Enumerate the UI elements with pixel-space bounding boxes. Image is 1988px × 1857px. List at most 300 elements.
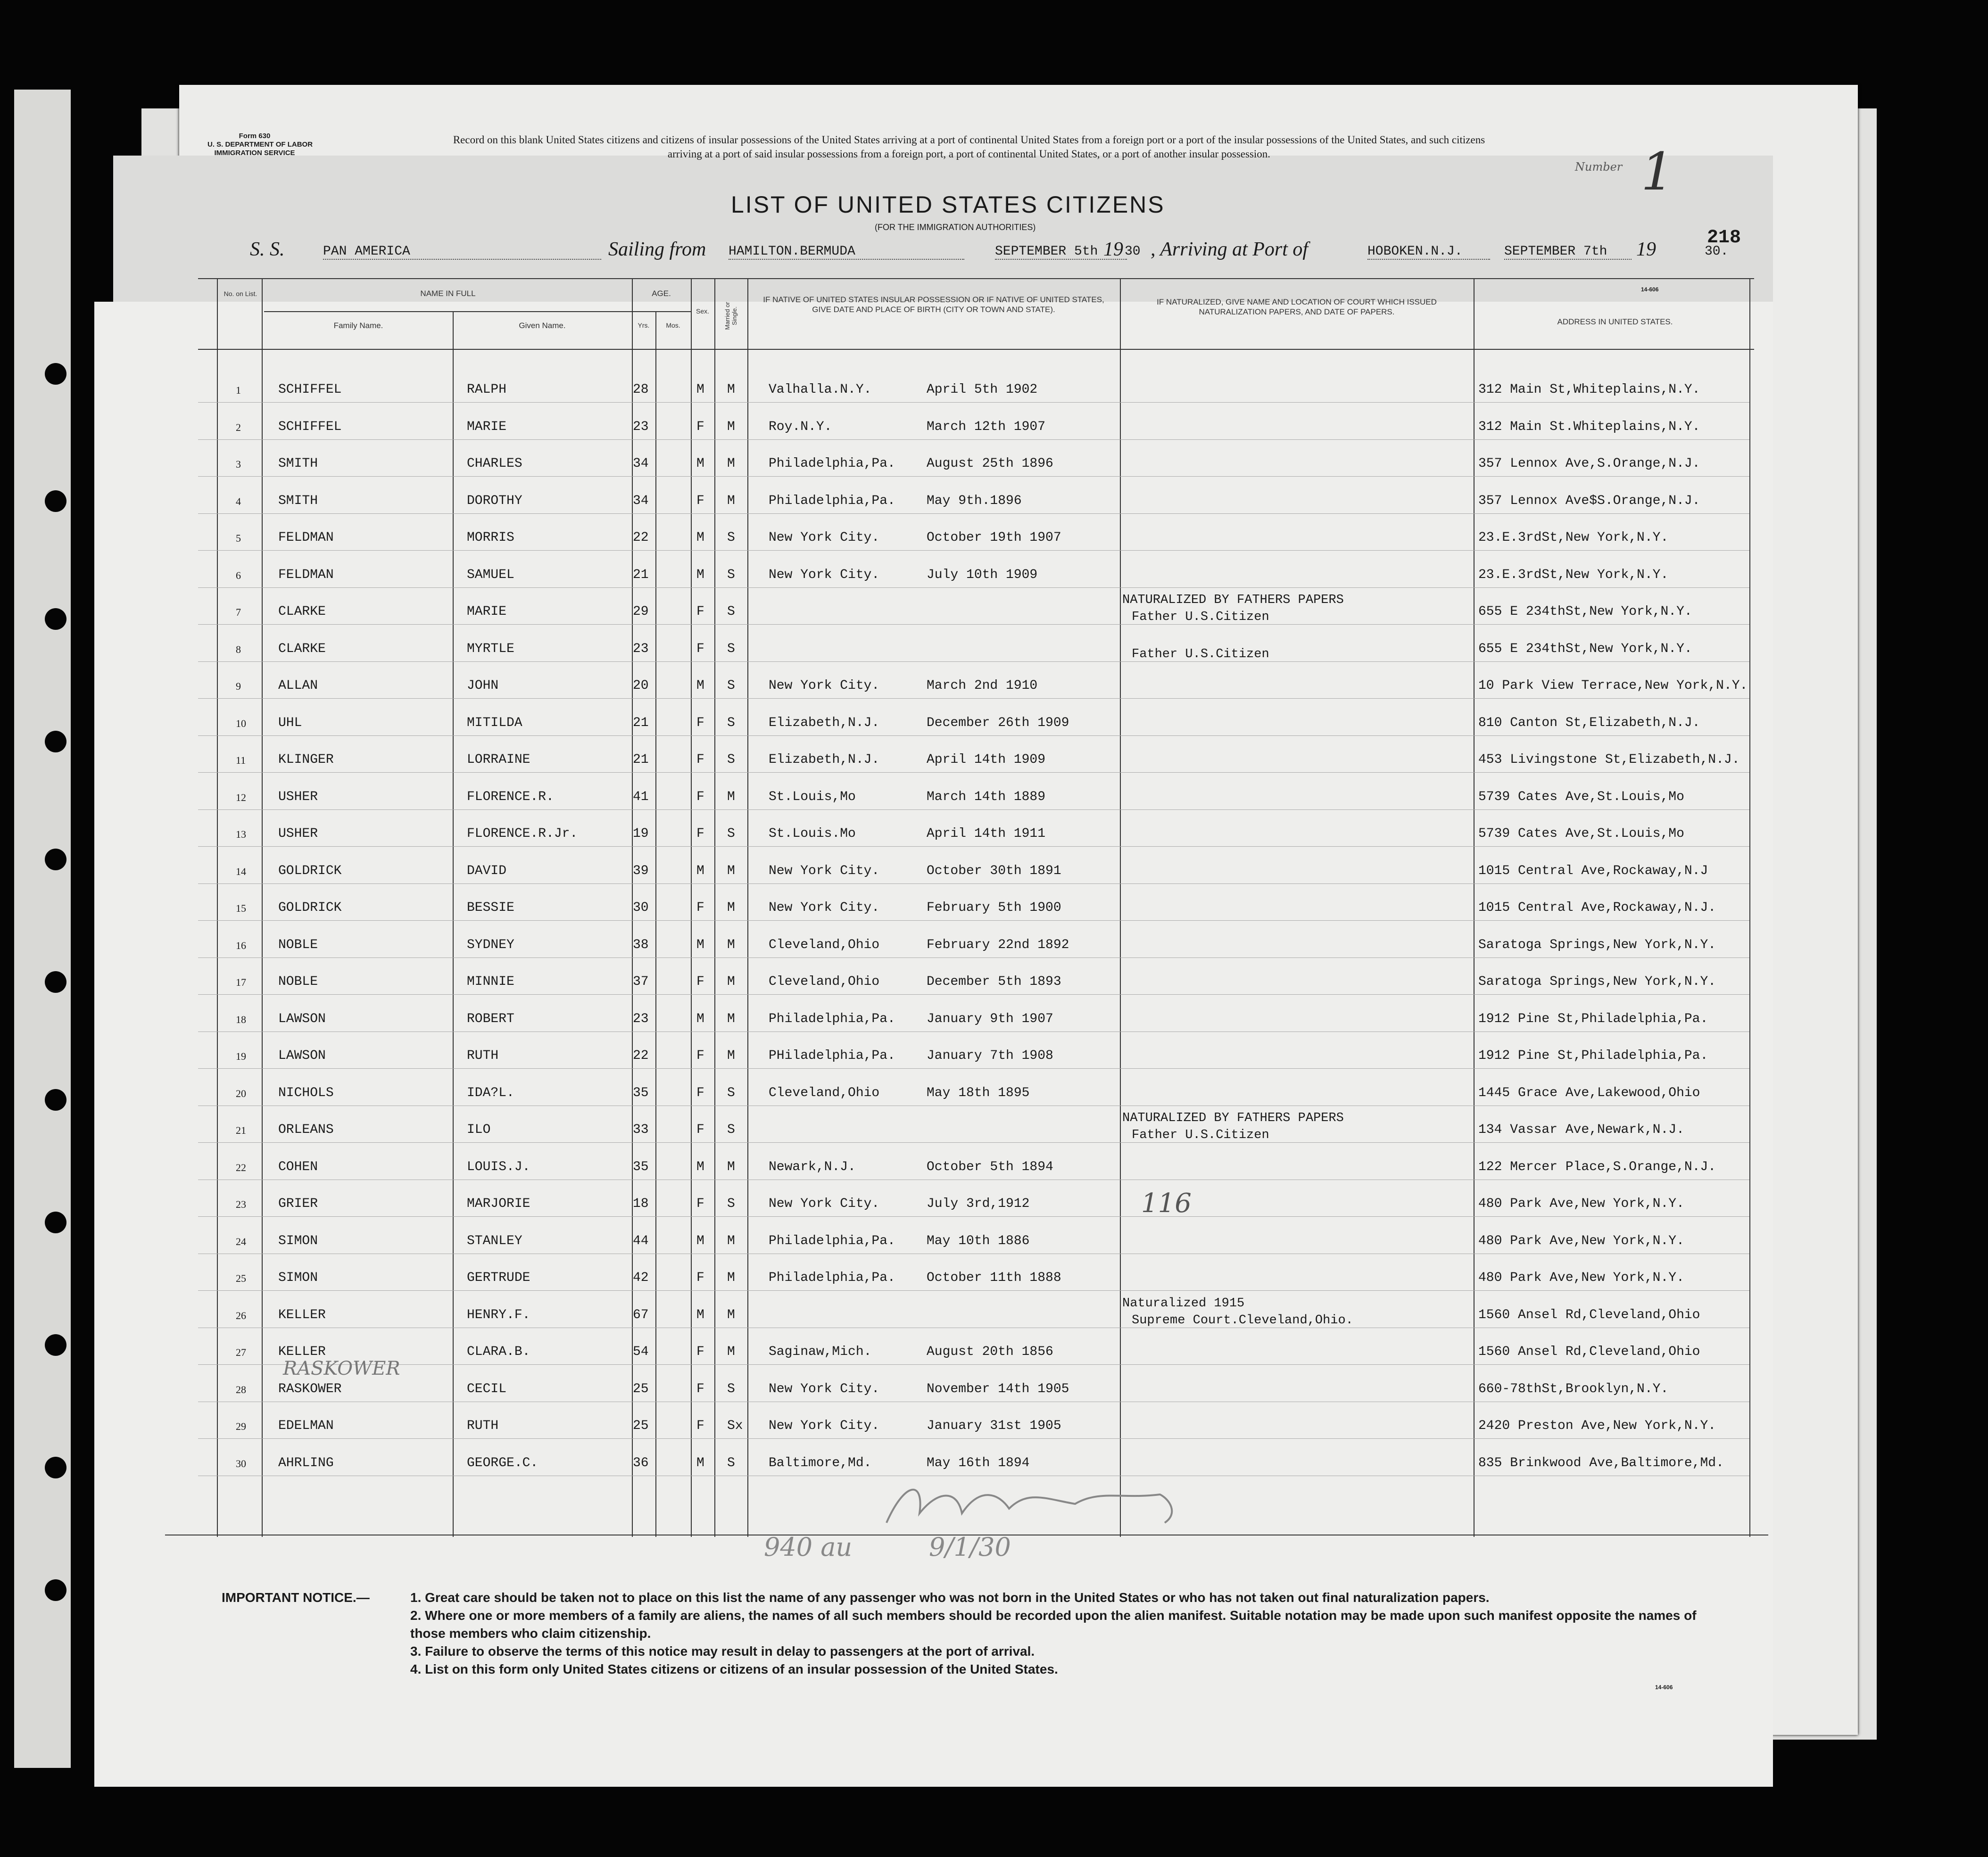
row-number: 15 bbox=[236, 902, 246, 914]
marital-status: M bbox=[727, 493, 735, 508]
given-name: IDA?L. bbox=[467, 1085, 514, 1100]
birth-date: March 2nd 1910 bbox=[927, 678, 1038, 693]
sex: F bbox=[696, 604, 704, 619]
row-number: 25 bbox=[236, 1272, 246, 1284]
binder-hole-icon bbox=[45, 1334, 66, 1356]
page-title: LIST OF UNITED STATES CITIZENS bbox=[731, 191, 1165, 218]
form-id-block bbox=[207, 132, 313, 157]
row-rule bbox=[198, 994, 1749, 995]
given-name: SAMUEL bbox=[467, 567, 514, 582]
family-name: KLINGER bbox=[278, 752, 334, 767]
family-name: USHER bbox=[278, 789, 318, 804]
given-name: SYDNEY bbox=[467, 937, 514, 952]
binder-hole-icon bbox=[45, 490, 66, 512]
family-name: GOLDRICK bbox=[278, 900, 342, 915]
given-name: RALPH bbox=[467, 382, 507, 397]
binder-hole-icon bbox=[45, 1212, 66, 1233]
given-name: MARJORIE bbox=[467, 1197, 530, 1211]
address: 1445 Grace Ave,Lakewood,Ohio bbox=[1478, 1085, 1700, 1100]
given-name: STANLEY bbox=[467, 1233, 522, 1248]
arrival-port: HOBOKEN.N.J. bbox=[1367, 244, 1490, 260]
notice-item: 2. Where one or more members of a family are aliens, the names of all such members should be recorded upon the alien manifest. Suitable notation may be made upon such manifest opposite the names of those members who claim citizenship. bbox=[410, 1608, 1697, 1641]
row-number: 8 bbox=[236, 643, 241, 655]
birth-date: August 25th 1896 bbox=[927, 456, 1053, 471]
row-number: 5 bbox=[236, 532, 241, 544]
address: 357 Lennox Ave$S.Orange,N.J. bbox=[1478, 493, 1700, 508]
binder-hole-icon bbox=[45, 849, 66, 870]
row-rule bbox=[198, 772, 1749, 773]
address: 357 Lennox Ave,S.Orange,N.J. bbox=[1478, 456, 1700, 471]
marital-status: M bbox=[727, 937, 735, 952]
given-name: CHARLES bbox=[467, 456, 522, 471]
arriving-label: , Arriving at Port of bbox=[1151, 239, 1309, 260]
given-name: CLARA.B. bbox=[467, 1345, 530, 1359]
sex: M bbox=[696, 863, 704, 878]
row-number: 27 bbox=[236, 1346, 246, 1358]
family-name: ALLAN bbox=[278, 678, 318, 693]
arrival-date: SEPTEMBER 7th bbox=[1504, 244, 1632, 260]
birth-place: New York City. bbox=[769, 530, 880, 545]
binder-hole-icon bbox=[45, 1457, 66, 1478]
birth-date: July 3rd,1912 bbox=[927, 1197, 1030, 1211]
marital-status: S bbox=[727, 604, 735, 619]
birth-date: January 31st 1905 bbox=[927, 1419, 1061, 1433]
sex: M bbox=[696, 1233, 704, 1248]
address: 810 Canton St,Elizabeth,N.J. bbox=[1478, 715, 1700, 730]
address: Saratoga Springs,New York,N.Y. bbox=[1478, 937, 1716, 952]
naturalization-line-2: Father U.S.Citizen bbox=[1132, 1128, 1269, 1142]
row-number: 26 bbox=[236, 1309, 246, 1321]
sex: M bbox=[696, 1159, 704, 1174]
form-number: Form 630 bbox=[239, 132, 271, 140]
table-header-border bbox=[198, 349, 1754, 350]
marital-status: S bbox=[727, 1122, 735, 1137]
sailing-from: HAMILTON.BERMUDA bbox=[729, 244, 964, 260]
marital-status: S bbox=[727, 1381, 735, 1396]
given-name: MITILDA bbox=[467, 715, 522, 730]
given-name: MINNIE bbox=[467, 974, 514, 989]
row-number: 19 bbox=[236, 1050, 246, 1062]
age-years: 23 bbox=[633, 419, 649, 434]
marital-status: M bbox=[727, 1159, 735, 1174]
given-name: MORRIS bbox=[467, 530, 514, 545]
sailing-label: Sailing from bbox=[608, 239, 706, 260]
birth-date: May 9th.1896 bbox=[927, 493, 1022, 508]
marital-status: M bbox=[727, 900, 735, 915]
row-number: 13 bbox=[236, 828, 246, 840]
given-name: GEORGE.C. bbox=[467, 1455, 538, 1470]
row-number: 11 bbox=[236, 754, 246, 766]
address: 655 E 234thSt,New York,N.Y. bbox=[1478, 604, 1692, 619]
row-rule bbox=[198, 624, 1749, 625]
row-rule bbox=[198, 735, 1749, 736]
row-rule bbox=[198, 476, 1749, 477]
notice-code: 14-606 bbox=[1655, 1684, 1673, 1691]
birth-place: New York City. bbox=[769, 900, 880, 915]
address: 660-78thSt,Brooklyn,N.Y. bbox=[1478, 1381, 1669, 1396]
binder-hole-icon bbox=[45, 608, 66, 630]
marital-status: S bbox=[727, 1197, 735, 1211]
arrival-year-prefix: 19 bbox=[1636, 239, 1656, 260]
marital-status: S bbox=[727, 826, 735, 841]
birth-date: January 9th 1907 bbox=[927, 1011, 1053, 1026]
marital-status: M bbox=[727, 789, 735, 804]
birth-place: Philadelphia,Pa. bbox=[769, 456, 895, 471]
age-years: 23 bbox=[633, 1011, 649, 1026]
given-name: BESSIE bbox=[467, 900, 514, 915]
row-number: 6 bbox=[236, 569, 241, 581]
marital-status: M bbox=[727, 974, 735, 989]
address: 1015 Central Ave,Rockaway,N.J bbox=[1478, 863, 1708, 878]
sex: M bbox=[696, 530, 704, 545]
birth-date: April 14th 1909 bbox=[927, 752, 1046, 767]
row-number: 30 bbox=[236, 1457, 246, 1469]
handwritten-note: 940 au bbox=[764, 1532, 853, 1562]
form-instructions: Record on this blank United States citizens and citizens of insular possessions of the United States arriving at a port of continental United States from a foreign port or a port of the insular possessions of the United States, and such citizens arriving at a port of said insular possessions from a foreign port, a port of continental United States, or a port of another insular possession. bbox=[453, 134, 1485, 160]
service: IMMIGRATION SERVICE bbox=[214, 149, 295, 157]
col-divider bbox=[655, 311, 656, 1537]
sex: M bbox=[696, 382, 704, 397]
notice-item: 1. Great care should be taken not to place on this list the name of any passenger who was not born in the United States or who has not taken out final naturalization papers. bbox=[410, 1590, 1490, 1605]
naturalization-line-1: NATURALIZED BY FATHERS PAPERS bbox=[1122, 1111, 1344, 1125]
birth-place: New York City. bbox=[769, 1381, 880, 1396]
family-name: SMITH bbox=[278, 456, 318, 471]
row-number: 18 bbox=[236, 1013, 246, 1025]
sex: F bbox=[696, 1122, 704, 1137]
header-name-in-full: NAME IN FULL bbox=[420, 289, 476, 298]
age-years: 35 bbox=[633, 1159, 649, 1174]
family-name: KELLER bbox=[278, 1307, 326, 1322]
address: 5739 Cates Ave,St.Louis,Mo bbox=[1478, 789, 1684, 804]
sex: F bbox=[696, 1048, 704, 1063]
address: 1912 Pine St,Philadelphia,Pa. bbox=[1478, 1011, 1708, 1026]
sex: F bbox=[696, 1381, 704, 1396]
col-divider bbox=[691, 278, 692, 1537]
age-years: 22 bbox=[633, 530, 649, 545]
age-years: 41 bbox=[633, 789, 649, 804]
birth-date: December 26th 1909 bbox=[927, 715, 1069, 730]
birth-date: February 5th 1900 bbox=[927, 900, 1061, 915]
sex: F bbox=[696, 900, 704, 915]
given-name: RUTH bbox=[467, 1419, 499, 1433]
given-name: ILO bbox=[467, 1122, 491, 1137]
marital-status: M bbox=[727, 863, 735, 878]
header-naturalized: IF NATURALIZED, GIVE NAME AND LOCATION OF COURT WHICH ISSUED NATURALIZATION PAPERS, AND DATE OF PAPERS. bbox=[1157, 297, 1437, 316]
address: 453 Livingstone St,Elizabeth,N.J. bbox=[1478, 752, 1740, 767]
sex: F bbox=[696, 1345, 704, 1359]
row-number: 10 bbox=[236, 717, 246, 729]
row-rule bbox=[198, 513, 1749, 514]
birth-date: October 19th 1907 bbox=[927, 530, 1061, 545]
sex: M bbox=[696, 937, 704, 952]
age-years: 23 bbox=[633, 641, 649, 656]
given-name: DOROTHY bbox=[467, 493, 522, 508]
age-years: 25 bbox=[633, 1419, 649, 1433]
marital-status: S bbox=[727, 567, 735, 582]
family-name: SIMON bbox=[278, 1233, 318, 1248]
family-name: KELLER bbox=[278, 1345, 326, 1359]
row-number: 23 bbox=[236, 1198, 246, 1210]
marital-status: S bbox=[727, 715, 735, 730]
notice-item: 4. List on this form only United States citizens or citizens of an insular possession of the United States. bbox=[410, 1662, 1058, 1676]
address: 1015 Central Ave,Rockaway,N.J. bbox=[1478, 900, 1716, 915]
address: 23.E.3rdSt,New York,N.Y. bbox=[1478, 567, 1669, 582]
birth-date: April 5th 1902 bbox=[927, 382, 1038, 397]
given-name: HENRY.F. bbox=[467, 1307, 530, 1322]
col-divider bbox=[453, 311, 454, 1537]
given-name: MARIE bbox=[467, 419, 507, 434]
header-no: No. on List. bbox=[224, 290, 257, 297]
family-name: GRIER bbox=[278, 1197, 318, 1211]
ss-label: S. S. bbox=[250, 239, 285, 260]
age-years: 19 bbox=[633, 826, 649, 841]
sex: M bbox=[696, 678, 704, 693]
marital-status: M bbox=[727, 1271, 735, 1285]
marital-status: M bbox=[727, 1307, 735, 1322]
sex: F bbox=[696, 1419, 704, 1433]
row-rule bbox=[198, 698, 1749, 699]
given-name: MYRTLE bbox=[467, 641, 514, 656]
birth-place: Philadelphia,Pa. bbox=[769, 1011, 895, 1026]
age-years: 35 bbox=[633, 1085, 649, 1100]
family-name: ORLEANS bbox=[278, 1122, 334, 1137]
small-code: 14-606 bbox=[1641, 286, 1659, 293]
sex: M bbox=[696, 1307, 704, 1322]
birth-date: February 22nd 1892 bbox=[927, 937, 1069, 952]
notice-label: IMPORTANT NOTICE.— bbox=[222, 1590, 370, 1605]
row-number: 14 bbox=[236, 865, 246, 877]
age-years: 39 bbox=[633, 863, 649, 878]
handwritten-note: RASKOWER bbox=[283, 1358, 400, 1379]
birth-place: Valhalla.N.Y. bbox=[769, 382, 872, 397]
row-rule bbox=[198, 439, 1749, 440]
address: 312 Main St.Whiteplains,N.Y. bbox=[1478, 419, 1700, 434]
marital-status: M bbox=[727, 1233, 735, 1248]
address: 655 E 234thSt,New York,N.Y. bbox=[1478, 641, 1692, 656]
birth-place: Cleveland,Ohio bbox=[769, 1085, 880, 1100]
age-years: 33 bbox=[633, 1122, 649, 1137]
birth-place: New York City. bbox=[769, 1197, 880, 1211]
header-mos: Mos. bbox=[666, 322, 680, 329]
row-rule bbox=[198, 846, 1749, 847]
binder-hole-icon bbox=[45, 1579, 66, 1601]
age-years: 18 bbox=[633, 1197, 649, 1211]
row-rule bbox=[198, 550, 1749, 551]
family-name: RASKOWER bbox=[278, 1381, 342, 1396]
row-number: 22 bbox=[236, 1161, 246, 1173]
birth-place: St.Louis,Mo bbox=[769, 789, 856, 804]
family-name: LAWSON bbox=[278, 1011, 326, 1026]
age-years: 21 bbox=[633, 752, 649, 767]
marital-status: M bbox=[727, 382, 735, 397]
row-rule bbox=[198, 883, 1749, 884]
sex: M bbox=[696, 1455, 704, 1470]
birth-place: New York City. bbox=[769, 1419, 880, 1433]
header-yrs: Yrs. bbox=[638, 322, 650, 329]
row-number: 12 bbox=[236, 791, 246, 803]
row-rule bbox=[198, 661, 1749, 662]
row-number: 3 bbox=[236, 458, 241, 470]
family-name: SCHIFFEL bbox=[278, 382, 342, 397]
age-years: 38 bbox=[633, 937, 649, 952]
header-given-name: Given Name. bbox=[519, 321, 566, 330]
birth-date: April 14th 1911 bbox=[927, 826, 1046, 841]
given-name: LOUIS.J. bbox=[467, 1159, 530, 1174]
family-name: SMITH bbox=[278, 493, 318, 508]
marital-status: S bbox=[727, 678, 735, 693]
form-body bbox=[94, 302, 1773, 1787]
row-number: 17 bbox=[236, 976, 246, 988]
naturalization-line-1: Naturalized 1915 bbox=[1122, 1296, 1245, 1311]
birth-date: March 14th 1889 bbox=[927, 789, 1046, 804]
birth-date: July 10th 1909 bbox=[927, 567, 1038, 582]
handwritten-note: 116 bbox=[1141, 1188, 1192, 1219]
sex: F bbox=[696, 715, 704, 730]
address: 10 Park View Terrace,New York,N.Y. bbox=[1478, 678, 1748, 693]
family-name: COHEN bbox=[278, 1159, 318, 1174]
address: 5739 Cates Ave,St.Louis,Mo bbox=[1478, 826, 1684, 841]
row-number: 16 bbox=[236, 939, 246, 951]
family-name: FELDMAN bbox=[278, 530, 334, 545]
address: 122 Mercer Place,S.Orange,N.J. bbox=[1478, 1159, 1716, 1174]
sailing-year-prefix: 19 bbox=[1103, 239, 1123, 260]
marital-status: S bbox=[727, 1085, 735, 1100]
page-number: 218 bbox=[1707, 227, 1741, 248]
row-number: 2 bbox=[236, 421, 241, 433]
sex: F bbox=[696, 493, 704, 508]
age-years: 22 bbox=[633, 1048, 649, 1063]
birth-date: October 30th 1891 bbox=[927, 863, 1061, 878]
age-years: 34 bbox=[633, 493, 649, 508]
binder-hole-icon bbox=[45, 1089, 66, 1111]
given-name: CECIL bbox=[467, 1381, 507, 1396]
sailing-date: SEPTEMBER 5th bbox=[995, 244, 1127, 260]
birth-date: October 5th 1894 bbox=[927, 1159, 1053, 1174]
row-rule bbox=[198, 1068, 1749, 1069]
naturalization-line-2: Supreme Court.Cleveland,Ohio. bbox=[1132, 1313, 1353, 1328]
row-number: 20 bbox=[236, 1087, 246, 1099]
given-name: RUTH bbox=[467, 1048, 499, 1063]
notice-item: 3. Failure to observe the terms of this notice may result in delay to passengers at the port of arrival. bbox=[410, 1644, 1035, 1659]
row-number: 7 bbox=[236, 606, 241, 618]
naturalization-line-1: NATURALIZED BY FATHERS PAPERS bbox=[1122, 593, 1344, 607]
marital-status: S bbox=[727, 752, 735, 767]
row-number: 24 bbox=[236, 1235, 246, 1247]
address: 1560 Ansel Rd,Cleveland,Ohio bbox=[1478, 1345, 1700, 1359]
sex: F bbox=[696, 789, 704, 804]
birth-place: Baltimore,Md. bbox=[769, 1455, 872, 1470]
family-name: NOBLE bbox=[278, 974, 318, 989]
handwritten-note: 9/1/30 bbox=[929, 1532, 1011, 1562]
birth-place: Saginaw,Mich. bbox=[769, 1345, 872, 1359]
marital-status: M bbox=[727, 419, 735, 434]
family-name: NOBLE bbox=[278, 937, 318, 952]
header-birth: IF NATIVE OF UNITED STATES INSULAR POSSESSION OR IF NATIVE OF UNITED STATES, GIVE DATE AND PLACE OF BIRTH (CITY OR TOWN AND STATE). bbox=[763, 295, 1104, 314]
row-number: 9 bbox=[236, 680, 241, 692]
row-rule bbox=[198, 1438, 1749, 1439]
sailing-year: 30 bbox=[1125, 244, 1141, 259]
given-name: FLORENCE.R. bbox=[467, 789, 554, 804]
address: Saratoga Springs,New York,N.Y. bbox=[1478, 974, 1716, 989]
age-years: 37 bbox=[633, 974, 649, 989]
address: 480 Park Ave,New York,N.Y. bbox=[1478, 1271, 1684, 1285]
age-years: 28 bbox=[633, 382, 649, 397]
sex: F bbox=[696, 419, 704, 434]
age-years: 54 bbox=[633, 1345, 649, 1359]
birth-place: New York City. bbox=[769, 678, 880, 693]
row-rule bbox=[198, 402, 1749, 403]
birth-date: October 11th 1888 bbox=[927, 1271, 1061, 1285]
marital-status: S bbox=[727, 1455, 735, 1470]
sex: M bbox=[696, 1011, 704, 1026]
birth-place: Elizabeth,N.J. bbox=[769, 715, 880, 730]
arrival-year: 30. bbox=[1705, 244, 1729, 259]
binder-hole-icon bbox=[45, 731, 66, 752]
family-name: LAWSON bbox=[278, 1048, 326, 1063]
birth-place: Philadelphia,Pa. bbox=[769, 1271, 895, 1285]
birth-date: December 5th 1893 bbox=[927, 974, 1061, 989]
family-name: USHER bbox=[278, 826, 318, 841]
sex: F bbox=[696, 641, 704, 656]
birth-place: New York City. bbox=[769, 863, 880, 878]
row-number: 4 bbox=[236, 495, 241, 507]
col-divider bbox=[1120, 278, 1121, 1537]
age-years: 67 bbox=[633, 1307, 649, 1322]
birth-date: January 7th 1908 bbox=[927, 1048, 1053, 1063]
sex: F bbox=[696, 974, 704, 989]
given-name: GERTRUDE bbox=[467, 1271, 530, 1285]
birth-place: New York City. bbox=[769, 567, 880, 582]
marital-status: M bbox=[727, 1048, 735, 1063]
number-label: Number bbox=[1575, 160, 1623, 173]
birth-place: Philadelphia,Pa. bbox=[769, 493, 895, 508]
given-name: LORRAINE bbox=[467, 752, 530, 767]
notice-items bbox=[410, 1589, 1731, 1678]
address: 23.E.3rdSt,New York,N.Y. bbox=[1478, 530, 1669, 545]
family-name: FELDMAN bbox=[278, 567, 334, 582]
birth-date: May 10th 1886 bbox=[927, 1233, 1030, 1248]
birth-date: May 16th 1894 bbox=[927, 1455, 1030, 1470]
page-subtitle: (FOR THE IMMIGRATION AUTHORITIES) bbox=[875, 223, 1036, 232]
marital-status: S bbox=[727, 530, 735, 545]
family-name: NICHOLS bbox=[278, 1085, 334, 1100]
sex: M bbox=[696, 567, 704, 582]
header-family-name: Family Name. bbox=[333, 321, 383, 330]
address: 312 Main St,Whiteplains,N.Y. bbox=[1478, 382, 1700, 397]
marital-status: Sx bbox=[727, 1419, 743, 1433]
given-name: FLORENCE.R.Jr. bbox=[467, 826, 578, 841]
birth-place: Roy.N.Y. bbox=[769, 419, 832, 434]
birth-place: St.Louis.Mo bbox=[769, 826, 856, 841]
family-name: AHRLING bbox=[278, 1455, 334, 1470]
age-years: 44 bbox=[633, 1233, 649, 1248]
binder-hole-icon bbox=[45, 363, 66, 385]
row-rule bbox=[198, 1290, 1749, 1291]
birth-place: Elizabeth,N.J. bbox=[769, 752, 880, 767]
naturalization-line-2: Father U.S.Citizen bbox=[1132, 610, 1269, 624]
binder-hole-icon bbox=[45, 971, 66, 993]
row-rule bbox=[198, 809, 1749, 810]
age-years: 34 bbox=[633, 456, 649, 471]
sex: F bbox=[696, 1085, 704, 1100]
row-number: 1 bbox=[236, 384, 241, 396]
back-sheet-left bbox=[14, 90, 71, 1768]
given-name: DAVID bbox=[467, 863, 507, 878]
birth-place: PHiladelphia,Pa. bbox=[769, 1048, 895, 1063]
row-rule bbox=[198, 1142, 1749, 1143]
birth-place: Cleveland,Ohio bbox=[769, 974, 880, 989]
birth-place: Cleveland,Ohio bbox=[769, 937, 880, 952]
